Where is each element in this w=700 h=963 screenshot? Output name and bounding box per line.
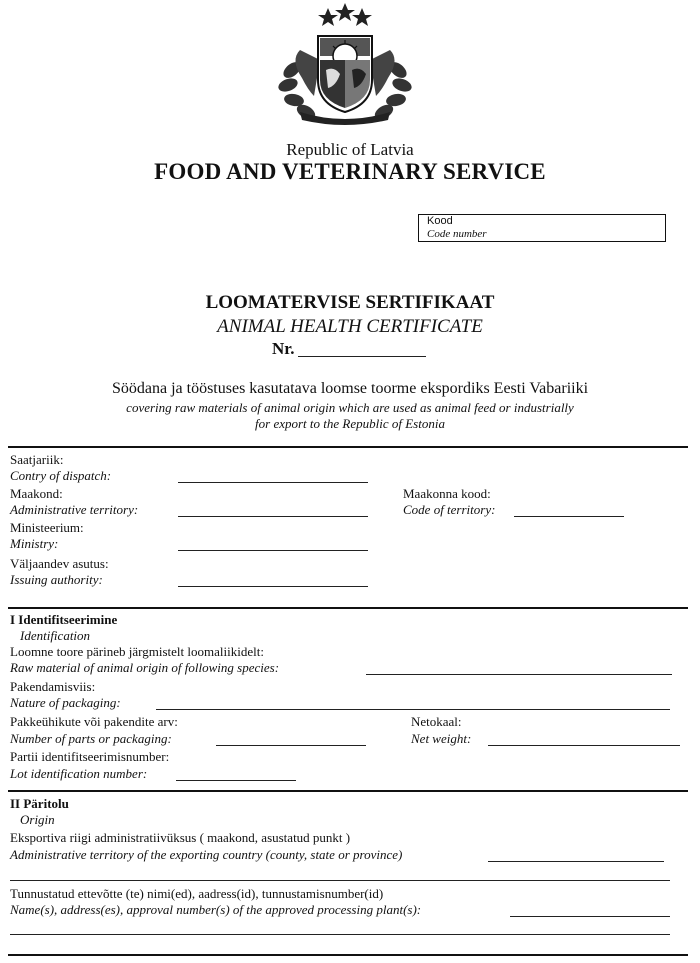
- lot-label: Partii identifitseerimisnumber:: [10, 749, 170, 764]
- subtitle-en-1: covering raw materials of animal origin which are used as animal feed or industrially: [126, 400, 574, 415]
- subtitle-lv: Söödana ja tööstuses kasutatava loomse toorme ekspordiks Eesti Vabariiki: [111, 380, 589, 397]
- lot-field[interactable]: [176, 780, 296, 781]
- origin-heading-en: Origin: [20, 812, 55, 827]
- packaging-label: Pakendamisviis:: [10, 679, 96, 694]
- section-divider: [8, 954, 688, 956]
- packaging-field[interactable]: [156, 709, 670, 710]
- ministry-label: Ministeerium:: [10, 520, 84, 535]
- certificate-title-en: ANIMAL HEALTH CERTIFICATE: [217, 316, 483, 337]
- net-weight-label: Netokaal:: [411, 714, 462, 729]
- packaging-label-en: Nature of packaging:: [10, 695, 121, 710]
- lot-label-en: Lot identification number:: [10, 766, 148, 781]
- parts-label: Pakkeühikute või pakendite arv:: [10, 714, 178, 729]
- territory-field-extra[interactable]: [10, 880, 670, 881]
- ministry-field[interactable]: [178, 550, 368, 551]
- identification-heading: I Identifitseerimine: [10, 612, 118, 627]
- plant-field-extra[interactable]: [10, 934, 670, 935]
- county-code-label: Maakonna kood:: [403, 486, 491, 501]
- species-field[interactable]: [366, 674, 672, 675]
- section-divider: [8, 607, 688, 609]
- section-divider: [8, 446, 688, 448]
- county-label-en: Administrative territory:: [10, 502, 139, 517]
- section-divider: [8, 790, 688, 792]
- country-label: Saatjariik:: [10, 452, 64, 467]
- republic-name: Republic of Latvia: [286, 140, 414, 159]
- county-field[interactable]: [178, 516, 368, 517]
- authority-label-en: Issuing authority:: [10, 572, 103, 587]
- territory-label-en: Administrative territory of the exporting country (county, state or province): [10, 847, 403, 862]
- country-label-en: Contry of dispatch:: [10, 468, 112, 483]
- service-name: FOOD AND VETERINARY SERVICE: [154, 159, 546, 184]
- species-label: Loomne toore pärineb järgmistelt loomaliikidelt:: [10, 644, 264, 659]
- certificate-number-label: Nr.: [272, 339, 295, 358]
- latvia-coat-of-arms-icon: [270, 0, 420, 125]
- county-code-label-en: Code of territory:: [403, 502, 496, 517]
- identification-heading-en: Identification: [20, 628, 91, 643]
- net-weight-label-en: Net weight:: [411, 731, 472, 746]
- authority-label: Väljaandev asutus:: [10, 556, 109, 571]
- code-label: Kood: [427, 215, 453, 227]
- code-label-en: Code number: [427, 228, 487, 240]
- net-weight-field[interactable]: [488, 745, 680, 746]
- origin-heading: II Päritolu: [10, 796, 69, 811]
- county-code-field[interactable]: [514, 516, 624, 517]
- plant-label: Tunnustatud ettevõtte (te) nimi(ed), aadress(id), tunnustamisnumber(id): [10, 886, 384, 901]
- plant-field[interactable]: [510, 916, 670, 917]
- plant-label-en: Name(s), address(es), approval number(s) of the approved processing plant(s):: [10, 902, 422, 917]
- country-field[interactable]: [178, 482, 368, 483]
- species-label-en: Raw material of animal origin of following species:: [10, 660, 280, 675]
- ministry-label-en: Ministry:: [10, 536, 59, 551]
- parts-label-en: Number of parts or packaging:: [10, 731, 172, 746]
- code-number-box[interactable]: [418, 214, 666, 242]
- authority-field[interactable]: [178, 586, 368, 587]
- territory-label: Eksportiva riigi administratiivüksus ( maakond, asustatud punkt ): [10, 830, 351, 845]
- certificate-number-line[interactable]: [298, 356, 426, 357]
- parts-field[interactable]: [216, 745, 366, 746]
- territory-field[interactable]: [488, 861, 664, 862]
- subtitle-en-2: for export to the Republic of Estonia: [255, 416, 445, 431]
- certificate-title: LOOMATERVISE SERTIFIKAAT: [205, 292, 495, 313]
- county-label: Maakond:: [10, 486, 63, 501]
